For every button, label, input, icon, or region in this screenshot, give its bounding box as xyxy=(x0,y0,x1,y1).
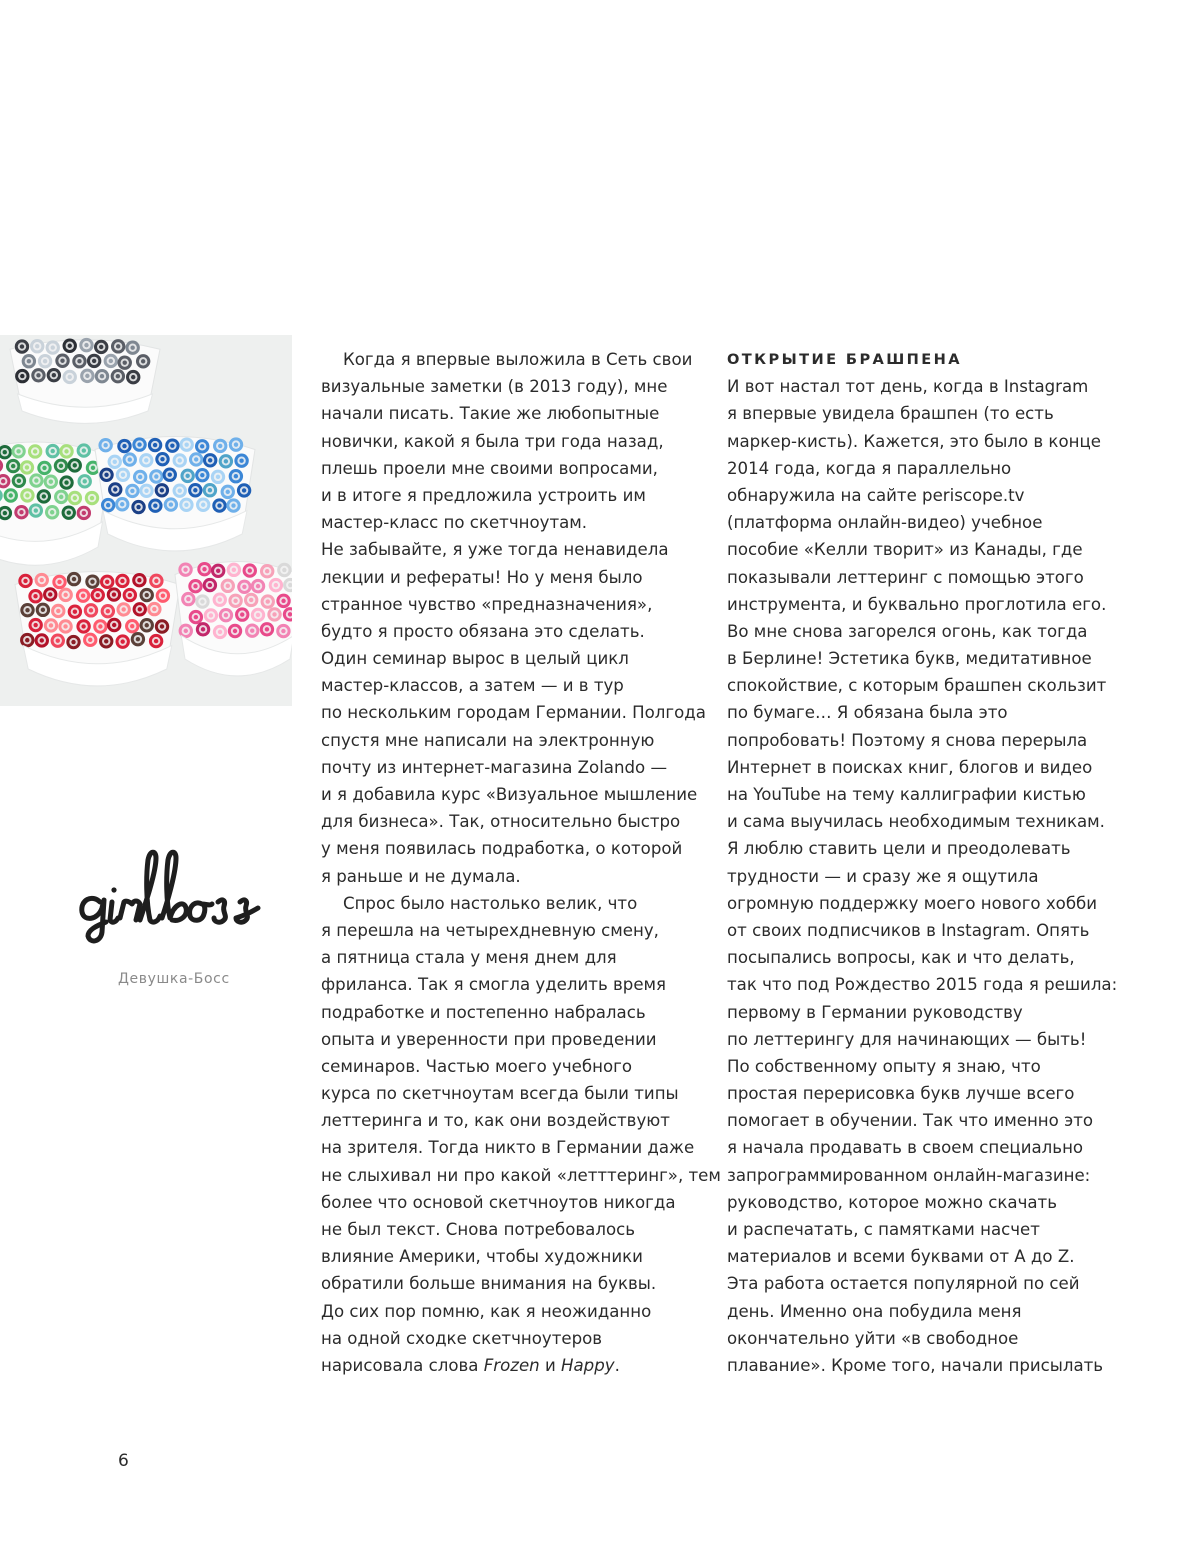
text-line: более что основой скетчноутов никогда xyxy=(321,1192,676,1212)
text-line: лекции и рефераты! Но у меня было xyxy=(321,567,643,587)
text-line: маркер-кисть). Кажется, это было в конце xyxy=(727,431,1101,451)
text-line: леттеринга и то, как они воздействуют xyxy=(321,1111,670,1131)
text-line: начали писать. Такие же любопытные xyxy=(321,404,660,424)
text-line: и в итоге я предложила устроить им xyxy=(321,485,646,505)
text-line: а пятница стала у меня днем для xyxy=(321,948,617,968)
text-line: подработке и постепенно набралась xyxy=(321,1002,646,1022)
text-line: обнаружила на сайте periscope.tv xyxy=(727,485,1025,505)
text-line-last xyxy=(321,1352,721,1379)
text-line: руководство, которое можно скачать xyxy=(727,1192,1057,1212)
text-line: по бумаге… Я обязана была это xyxy=(727,703,1008,723)
text-line: показывали леттеринг с помощью этого xyxy=(727,567,1084,587)
text-line: плешь проели мне своими вопросами, xyxy=(321,458,658,478)
text-line: Не забывайте, я уже тогда ненавидела xyxy=(321,540,669,560)
text-line: я раньше и не думала. xyxy=(321,866,521,886)
girlboss-caption: Девушка-Босс xyxy=(118,971,230,987)
text-line: инструмента, и буквально проглотила его. xyxy=(727,594,1107,614)
text-line: по леттерингу для начинающих — быть! xyxy=(727,1029,1087,1049)
girlboss-script-lettering xyxy=(72,842,282,952)
last-line-suffix: . xyxy=(614,1355,620,1375)
text-line: Во мне снова загорелся огонь, как тогда xyxy=(727,621,1088,641)
text-line: по нескольким городам Германии. Полгода xyxy=(321,703,706,723)
text-line: окончательно уйти «в свободное xyxy=(727,1328,1019,1348)
text-line: 2014 года, когда я параллельно xyxy=(727,458,1012,478)
brush-pens-photo xyxy=(0,335,292,706)
text-line: запрограммированном онлайн-магазине: xyxy=(727,1165,1091,1185)
text-line: По собственному опыту я знаю, что xyxy=(727,1056,1041,1076)
text-line: в Берлине! Эстетика букв, медитативное xyxy=(727,649,1092,669)
text-line: До сих пор помню, как я неожиданно xyxy=(321,1301,652,1321)
text-line: влияние Америки, чтобы художники xyxy=(321,1247,643,1267)
right-text-column xyxy=(727,346,1127,1379)
left-text-column xyxy=(321,346,721,1379)
text-line: обратили больше внимания на буквы. xyxy=(321,1274,657,1294)
text-line: И вот настал тот день, когда в Instagram xyxy=(727,377,1089,397)
text-line: новички, какой я была три года назад, xyxy=(321,431,664,451)
text-line: попробовать! Поэтому я снова перерыла xyxy=(727,730,1088,750)
text-line: и распечатать, с памятками насчет xyxy=(727,1220,1040,1239)
text-line: Когда я впервые выложила в Сеть свои xyxy=(343,350,693,369)
text-line: посыпались вопросы, как и что делать, xyxy=(727,948,1075,968)
text-line: курса по скетчноутам всегда были типы xyxy=(321,1084,679,1104)
last-line-prefix: нарисовала слова xyxy=(321,1355,484,1375)
text-line: на YouTube на тему каллиграфии кистью xyxy=(727,785,1086,804)
text-line: я начала продавать в своем специально xyxy=(727,1138,1084,1158)
text-line: и сама выучилась необходимым техникам. xyxy=(727,812,1105,832)
text-line: для бизнеса». Так, относительно быстро xyxy=(321,812,681,832)
text-line: странное чувство «предназначения», xyxy=(321,594,653,614)
page-number: 6 xyxy=(118,1451,129,1471)
text-line: не был текст. Снова потребовалось xyxy=(321,1220,636,1239)
text-line: я впервые увидела брашпен (то есть xyxy=(727,404,1054,424)
text-line: Интернет в поисках книг, блогов и видео xyxy=(727,757,1093,777)
text-line: материалов и всеми буквами от A до Z. xyxy=(727,1247,1075,1267)
text-line: пособие «Келли творит» из Канады, где xyxy=(727,540,1083,560)
text-line: семинаров. Частью моего учебного xyxy=(321,1056,632,1076)
text-line: фриланса. Так я смогла уделить время xyxy=(321,975,667,995)
text-line: огромную поддержку моего нового хобби xyxy=(727,893,1098,913)
text-line: спустя мне написали на электронную xyxy=(321,730,655,750)
text-line: я перешла на четырехдневную смену, xyxy=(321,920,659,940)
text-line: Спрос было настолько велик, что xyxy=(343,893,638,913)
text-line: мастер-класс по скетчноутам. xyxy=(321,513,588,533)
text-line: у меня появилась подработка, о которой xyxy=(321,839,683,859)
section-heading: ОТКРЫТИЕ БРАШПЕНА xyxy=(727,351,962,368)
text-line: плавание». Кроме того, начали присылать xyxy=(727,1355,1104,1375)
text-line: не слыхивал ни про какой «летттеринг», тем xyxy=(321,1165,721,1185)
last-line-word1: Frozen xyxy=(483,1355,540,1375)
text-line: и я добавила курс «Визуальное мышление xyxy=(321,785,698,804)
text-line: на зрителя. Тогда никто в Германии даже xyxy=(321,1138,695,1158)
text-line: простая перерисовка букв лучше всего xyxy=(727,1084,1075,1104)
text-line: так что под Рождество 2015 года я решила: xyxy=(727,975,1118,995)
text-line: от своих подписчиков в Instagram. Опять xyxy=(727,920,1090,940)
text-line: будто я просто обязана это сделать. xyxy=(321,621,645,641)
text-line: на одной сходке скетчноутеров xyxy=(321,1328,603,1348)
text-line: Эта работа остается популярной по сей xyxy=(727,1274,1080,1294)
text-line: (платформа онлайн-видео) учебное xyxy=(727,513,1043,533)
text-line: мастер-классов, а затем — и в тур xyxy=(321,676,624,696)
text-line: спокойствие, с которым брашпен скользит xyxy=(727,676,1107,696)
text-line: Я люблю ставить цели и преодолевать xyxy=(727,839,1071,859)
text-line: помогает в обучении. Так что именно это xyxy=(727,1111,1094,1131)
text-line: день. Именно она побудила меня xyxy=(727,1301,1022,1321)
text-line: почту из интернет-магазина Zolando — xyxy=(321,757,668,777)
last-line-middle: и xyxy=(539,1355,562,1375)
last-line-word2: Happy xyxy=(561,1355,615,1375)
text-line: опыта и уверенности при проведении xyxy=(321,1029,657,1049)
text-line: визуальные заметки (в 2013 году), мне xyxy=(321,377,668,397)
text-line: первому в Германии руководству xyxy=(727,1002,1023,1022)
text-line: трудности — и сразу же я ощутила xyxy=(727,866,1039,886)
text-line: Один семинар вырос в целый цикл xyxy=(321,649,629,669)
